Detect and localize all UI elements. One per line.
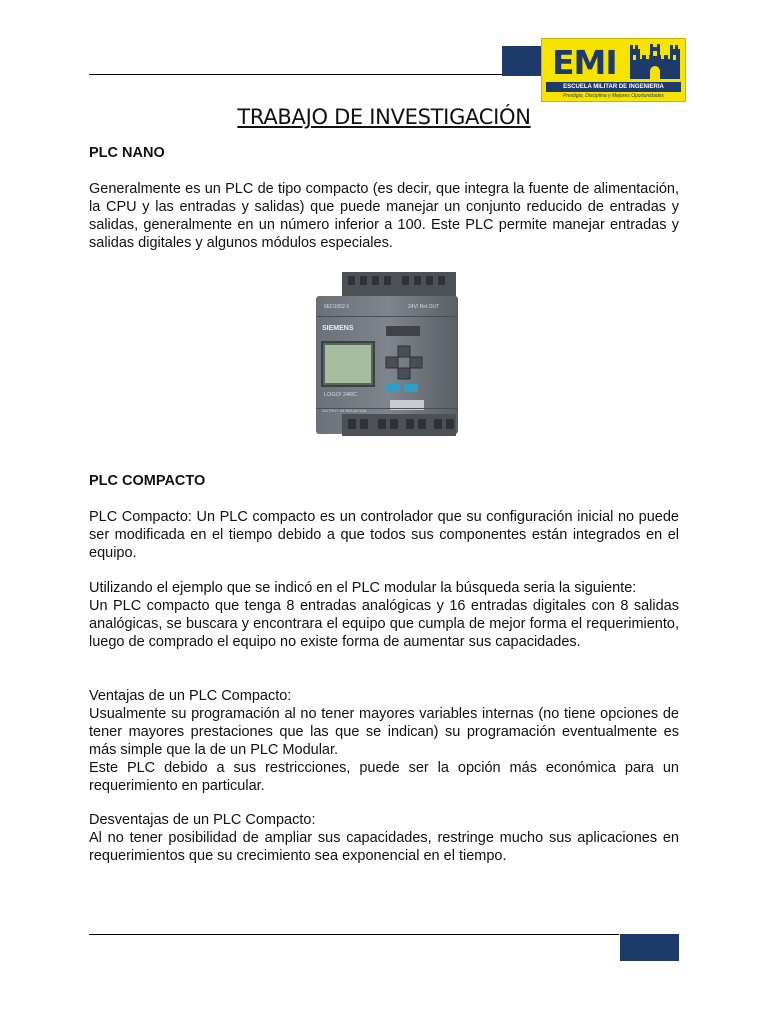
plc-bottom-label: OUTPUT 4X RELAY/10A	[322, 408, 367, 413]
plc-model: LOGO! 24RC	[324, 392, 358, 398]
logo-school-name: ESCUELA MILITAR DE INGENIERIA	[546, 82, 681, 92]
logo-motto: Prestigio, Disciplina y Mejores Oportunidades	[563, 93, 664, 99]
section-heading-plc-compacto: PLC COMPACTO	[89, 473, 206, 489]
footer-accent-block	[620, 934, 679, 961]
header-rule	[89, 74, 509, 75]
paragraph: Utilizando el ejemplo que se indicó en el PLC modular la búsqueda seria la siguiente:	[89, 580, 637, 596]
document-title: TRABAJO DE INVESTIGACIÓN	[237, 105, 531, 129]
plc-top-right-label: 24V/ Rel.OUT	[408, 304, 440, 310]
plc-device-image	[312, 266, 464, 444]
plc-brand: SIEMENS	[322, 325, 354, 332]
paragraph: Generalmente es un PLC de tipo compacto (es decir, que integra la fuente de alimentación, la CPU y las entradas y salidas) que puede manejar un conjunto reducido de entradas y salidas, generalmente en un número inferior a 100. Este PLC permite manejar entradas y salidas digitales y algunos módulos especiales.	[89, 181, 679, 251]
paragraph: Al no tener posibilidad de ampliar sus capacidades, restringe mucho sus aplicaciones en requerimientos que su crecimiento sea exponencial en el tiempo.	[89, 830, 679, 864]
footer-rule	[89, 934, 619, 935]
castle-icon	[628, 43, 682, 79]
paragraph: Usualmente su programación al no tener mayores variables internas (no tiene opciones de tener mayores prestaciones que las que se indican) su programación eventualmente es más simple que la de un PLC Modular.	[89, 706, 679, 758]
paragraph: Este PLC debido a sus restricciones, puede ser la opción más económica para un requerimiento en particular.	[89, 760, 679, 794]
logo-text: EMI	[552, 43, 617, 82]
section-heading-plc-nano: PLC NANO	[89, 145, 165, 161]
paragraph: Desventajas de un PLC Compacto:	[89, 812, 316, 828]
plc-top-label: 6ED1052-1	[324, 304, 350, 310]
emi-logo	[541, 38, 686, 102]
paragraph: PLC Compacto: Un PLC compacto es un controlador que su configuración inicial no puede ser modificada en el tiempo debido a que todos sus componentes están integrados en el equipo.	[89, 509, 679, 561]
paragraph: Ventajas de un PLC Compacto:	[89, 688, 292, 704]
paragraph: Un PLC compacto que tenga 8 entradas analógicas y 16 entradas digitales con 8 salidas analógicas, se buscara y encontrara el equipo que cumpla de mejor forma el requerimiento, luego de comprado el equipo no existe forma de aumentar sus capacidades.	[89, 598, 679, 650]
